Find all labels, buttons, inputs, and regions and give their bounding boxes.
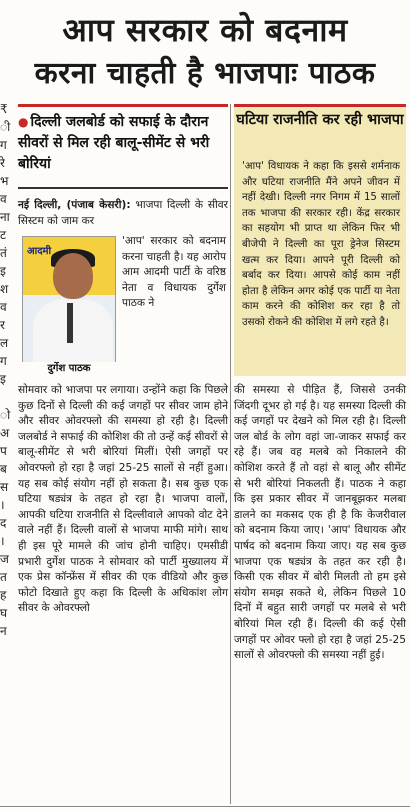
sub-headline-rule [18,104,228,107]
sub-headline-underline [18,187,228,189]
sidebar-body: 'आप' विधायक ने कहा कि इससे शर्मनाक और घटिया राजनीति मैंने अपने जीवन में नहीं देखी। दिल्ली नगर निगम में 15 सालों तक भाजपा की सरकार रही। केंद्र सरकार का सहयोग भी प्राप्त था लेकिन फिर भी बीजेपी ने दिल्ली का पूरा ड्रेनेज सिस्टम खत्म कर दिया। आपने पूरी दिल्ली को बर्बाद कर दिया। आपसे कोई काम नहीं होता है लेकिन अगर कोई एक पार्टी या नेता काम करने की कोशिश कर रहा है तो उसको रोकने की कोशिश में लगे रहते है। [242,161,400,328]
sidebar-box [234,104,406,376]
column-divider [230,104,231,804]
sub-headline [18,112,228,175]
photo-person-head [53,253,93,299]
bottom-rule [0,806,410,807]
microphone-icon [67,303,73,343]
article-beside-photo: 'आप' सरकार को बदनाम करना चाहती है। यह आरोप आम आदमी पार्टी के वरिष्ठ नेता व विधायक दुर्गेश पाठक ने [122,235,226,310]
reporter-photo [22,236,116,366]
lead-text: भाजपा दिल्ली के सीवर सिस्टम को जाम कर [18,199,228,227]
article-body-left: सोमवार को भाजपा पर लगाया। उन्होंने कहा कि पिछले कुछ दिनों से दिल्ली की कई जगहों पर सीवर जाम होने और सीवर ओवरफ्लो की समस्या हो रही है। दिल्ली जलबोर्ड ने सफाई की कोशिश की तो उन्हें कई सीवरों से बालू-सीमेंट से भरी बोरियां मिलीं। ऐसी जगहों पर ओवरफ्लो हो रहा है जहां 25-25 सालों से नहीं हुआ। यह सब कोई संयोग नहीं हो सकता है। सब कुछ एक घटिया षड्यंत्र के तहत हो रहा है। भाजपा वालों, आपकी घटिया राजनीति से दिल्लीवाले आपको वोट देने वाले नहीं हैं। दिल्ली वालों से भाजपा माफी मांगे। साथ ही इस पूरे मामले की जांच होनी चाहिए। एमसीडी प्रभारी दुर्गेश पाठक ने सोमवार को पार्टी मुख्यालय में एक प्रेस कॉन्फ्रेंस में सीवर की एक वीडियो और कुछ फोटो दिखाते हुए कहा कि दिल्ली के अधिकांश लोग सीवर के ओवरफ्लो [18,384,228,615]
photo-banner-text: आदमी [27,246,52,257]
sub-headline-text: दिल्ली जलबोर्ड को सफाई के दौरान सीवरों से मिल रही बालू-सीमेंट से भरी बोरियां [18,114,210,172]
dateline: नई दिल्ली, (पंजाब केसरी): [18,199,131,211]
headline [0,0,410,100]
sidebar-title: घटिया राजनीति कर रही भाजपा [236,112,404,128]
bullet-icon: ● [18,115,29,129]
headline-line-2: करना चाहती है भाजपाः पाठक [34,56,376,91]
photo-caption: दुर्गेश पाठक [22,362,116,376]
photo-person-body [33,299,113,366]
headline-line-1: आप सरकार को बदनाम [62,11,348,49]
article-body-right: की समस्या से पीड़ित हैं, जिससे उनकी जिंदगी दूभर हो गई है। यह समस्या दिल्ली की कई जगहों पर देखने को मिल रही है। दिल्ली जल बोर्ड के लोग वहां जा-जाकर सफाई कर रहे हैं। जब वह मलबे को निकालने की कोशिश करते हैं तो वहां से बालू और सीमेंट से भरी बोरियां निकलती हैं। पाठक ने कहा कि इस प्रकार सीवर में जानबूझकर मलबा डालने का मकसद एक ही है कि केजरीवाल को बदनाम किया जाए। 'आप' विधायक और पार्षद को बदनाम किया जाए। यह सब कुछ भाजपा एक षड्यंत्र के तहत कर रही है। किसी एक सीवर में बोरी मिलती तो हम इसे संयोग समझ सकते थे, लेकिन पिछले 10 दिनों में बहुत सारी जगहों पर मलबे से भरी बोरियां मिल रही हैं। दिल्ली की कई ऐसी जगहों पर ओवर फ्लो हो रहा है जहां 25-25 सालों से ओवरफ्लो की समस्या नहीं हुई। [234,384,406,662]
adjacent-column-edge: ₹ ी ग रे भ व ना ट तं इ श व र ल ग इ ो अ प ब स । द । ज त ह घ न [0,102,11,638]
article-lead [18,198,228,229]
